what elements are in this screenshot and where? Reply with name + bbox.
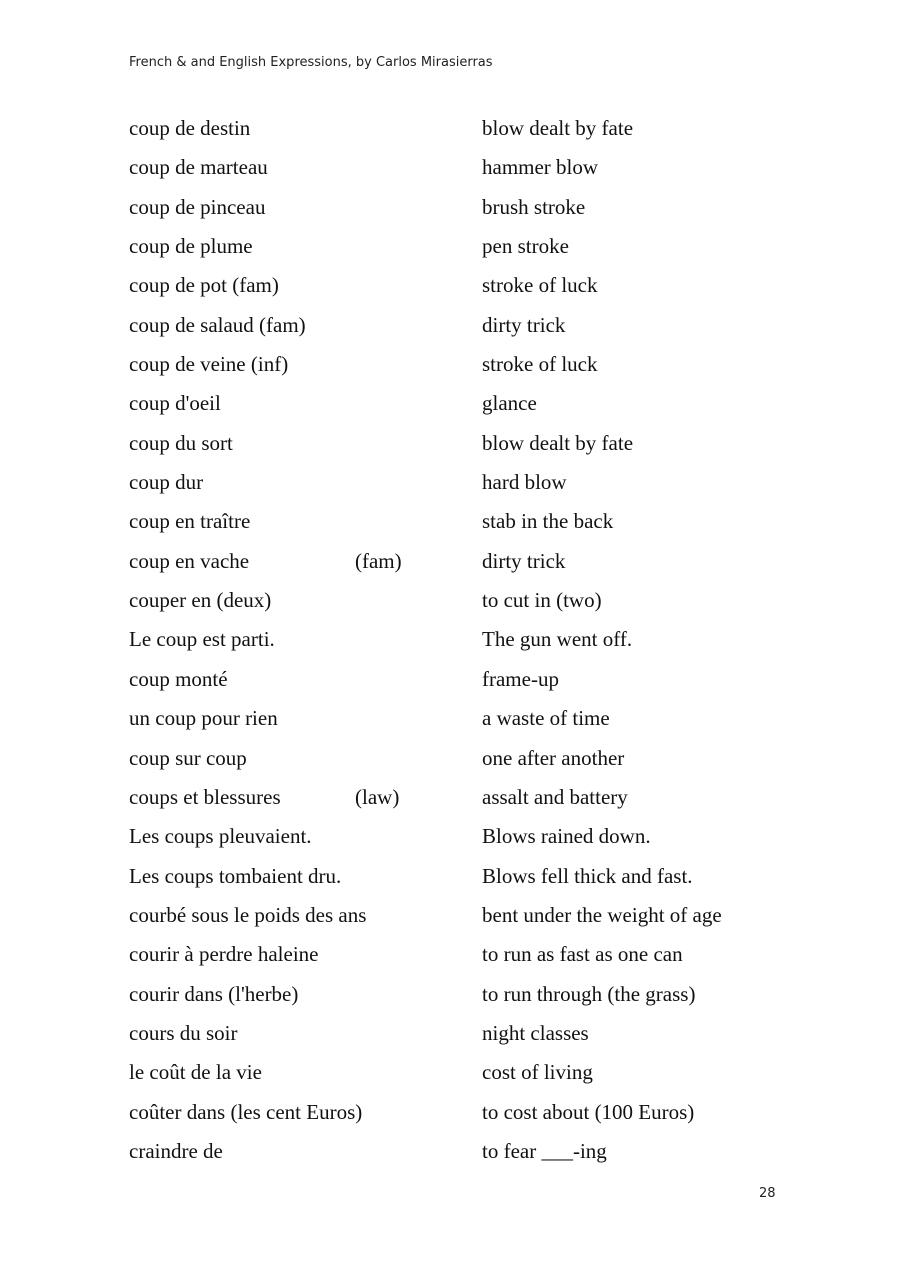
english-translation: a waste of time — [482, 706, 610, 731]
expression-row — [129, 466, 789, 505]
french-expression: coup de pot (fam) — [129, 273, 279, 298]
french-expression: Le coup est parti. — [129, 627, 275, 652]
expression-row — [129, 387, 789, 426]
english-translation: dirty trick — [482, 548, 566, 573]
french-expression: coup du sort — [129, 430, 233, 455]
english-translation: hard blow — [482, 470, 567, 495]
french-expression: coup en traître — [129, 509, 251, 534]
english-translation: blow dealt by fate — [482, 116, 634, 140]
english-translation: Blows rained down. — [482, 824, 651, 849]
english-translation: to fear ___-ing — [482, 1138, 607, 1163]
expression-row — [129, 584, 789, 623]
french-expression: Les coups pleuvaient. — [129, 824, 312, 849]
expression-row — [129, 505, 789, 544]
french-expression: coup dur — [129, 470, 204, 495]
english-translation: hammer blow — [482, 155, 599, 180]
expression-row — [129, 702, 789, 741]
expression-row — [129, 191, 789, 230]
french-expression: coup de veine (inf) — [129, 352, 289, 377]
expression-row — [129, 899, 789, 938]
french-expression: courbé sous le poids des ans — [129, 902, 367, 927]
page-number: 28 — [759, 1186, 776, 1201]
usage-note: (law) — [355, 784, 400, 809]
english-translation: glance — [482, 391, 537, 416]
expression-row — [129, 348, 789, 387]
english-translation: to cut in (two) — [482, 588, 602, 613]
usage-note: (fam) — [355, 548, 402, 573]
english-translation: to cost about (100 Euros) — [482, 1099, 695, 1124]
english-translation: pen stroke — [482, 234, 569, 259]
french-expression: coup de pinceau — [129, 194, 266, 219]
english-translation: blow dealt by fate — [482, 430, 634, 455]
expression-row — [129, 545, 789, 584]
french-expression: coups et blessures — [129, 784, 281, 809]
english-translation: night classes — [482, 1020, 589, 1045]
english-translation: dirty trick — [482, 312, 566, 337]
expression-row — [129, 1056, 789, 1095]
expression-row — [129, 269, 789, 308]
french-expression: craindre de — [129, 1138, 223, 1163]
english-translation: stab in the back — [482, 509, 614, 534]
expression-row — [129, 427, 789, 466]
expression-row — [129, 820, 789, 859]
english-translation: assalt and battery — [482, 784, 628, 809]
english-translation: cost of living — [482, 1060, 593, 1085]
expression-row — [129, 230, 789, 269]
french-expression: le coût de la vie — [129, 1060, 262, 1085]
expression-row — [129, 663, 789, 702]
french-expression: coup de destin — [129, 116, 251, 140]
french-expression: courir dans (l'herbe) — [129, 981, 299, 1006]
expression-row — [129, 938, 789, 977]
french-expression: cours du soir — [129, 1020, 238, 1045]
english-translation: stroke of luck — [482, 273, 598, 298]
expression-row — [129, 742, 789, 781]
english-translation: to run through (the grass) — [482, 981, 696, 1006]
english-translation: one after another — [482, 745, 625, 770]
french-expression: coup de marteau — [129, 155, 268, 180]
english-translation: bent under the weight of age — [482, 902, 722, 927]
expression-row — [129, 781, 789, 820]
expression-row — [129, 623, 789, 662]
french-expression: courir à perdre haleine — [129, 942, 319, 967]
french-expression: coup sur coup — [129, 745, 247, 770]
english-translation: The gun went off. — [482, 627, 633, 652]
expression-row — [129, 151, 789, 190]
english-translation: frame-up — [482, 666, 559, 691]
french-expression: coup de salaud (fam) — [129, 312, 306, 337]
french-expression: coup en vache — [129, 548, 250, 573]
expression-row — [129, 860, 789, 899]
expression-row — [129, 1017, 789, 1056]
french-expression: coûter dans (les cent Euros) — [129, 1099, 363, 1124]
french-expression: couper en (deux) — [129, 588, 272, 613]
french-expression: coup de plume — [129, 234, 253, 259]
expression-row — [129, 978, 789, 1017]
english-translation: Blows fell thick and fast. — [482, 863, 693, 888]
english-translation: stroke of luck — [482, 352, 598, 377]
french-expression: coup d'oeil — [129, 391, 221, 416]
expression-row — [129, 309, 789, 348]
french-expression: Les coups tombaient dru. — [129, 863, 342, 888]
english-translation: brush stroke — [482, 194, 586, 219]
expression-row — [129, 112, 789, 151]
expression-row — [129, 1096, 789, 1135]
running-header: French & and English Expressions, by Carlos Mirasierras — [129, 55, 493, 70]
french-expression: un coup pour rien — [129, 706, 278, 731]
expression-list — [129, 112, 789, 1174]
english-translation: to run as fast as one can — [482, 942, 683, 967]
expression-row — [129, 1135, 789, 1174]
french-expression: coup monté — [129, 666, 228, 691]
